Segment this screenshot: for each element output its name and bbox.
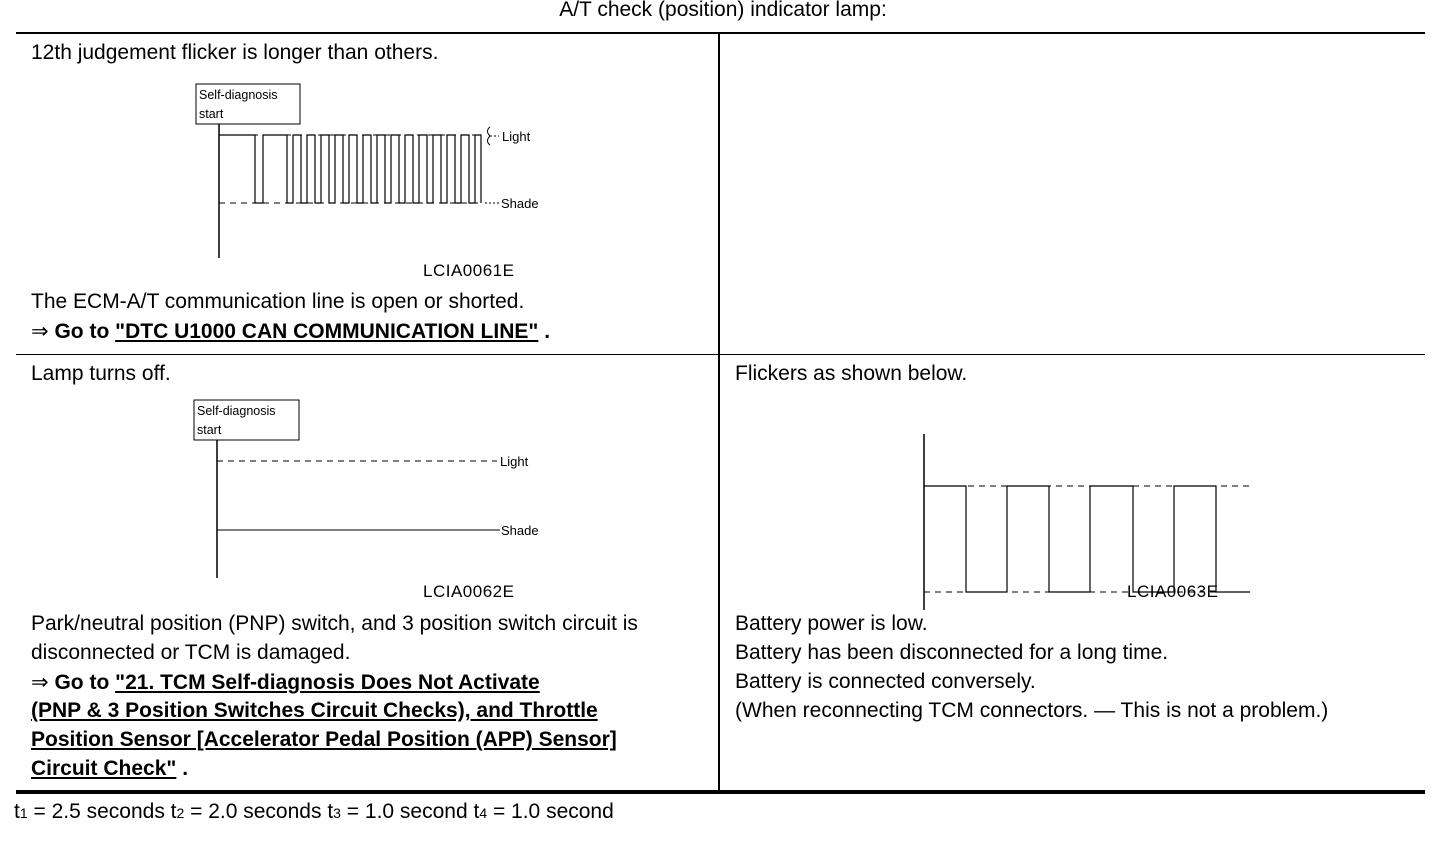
cell3-goto-line bbox=[31, 668, 540, 697]
go-to-label: Go to bbox=[54, 320, 110, 343]
cell4-figure-code: LCIA0063E bbox=[1127, 582, 1219, 601]
dtc-u1000-link[interactable]: "DTC U1000 CAN COMMUNICATION LINE" bbox=[115, 320, 539, 343]
t3-value: = 1.0 second bbox=[340, 800, 474, 823]
diagram2-box-line2: start bbox=[197, 423, 222, 437]
cell1-figure-code: LCIA0061E bbox=[423, 261, 515, 280]
timing-footnote bbox=[14, 797, 614, 828]
link-period: . bbox=[544, 320, 551, 343]
cell1-heading: 12th judgement flicker is longer than others. bbox=[31, 41, 439, 64]
diagram1-box-line1: Self-diagnosis bbox=[199, 88, 278, 102]
cell4-heading: Flickers as shown below. bbox=[735, 362, 968, 385]
table-bottom-border bbox=[16, 790, 1425, 794]
tcm-self-diagnosis-link-line1[interactable]: "21. TCM Self-diagnosis Does Not Activate bbox=[115, 671, 540, 694]
cell3-desc-line2: disconnected or TCM is damaged. bbox=[31, 641, 351, 664]
tcm-self-diagnosis-link-line2[interactable]: (PNP & 3 Position Switches Circuit Checks), and Throttle bbox=[31, 699, 598, 722]
t2-symbol: t bbox=[170, 800, 177, 823]
cell4-line-2: Battery has been disconnected for a long time. bbox=[735, 641, 1169, 664]
t3-symbol: t bbox=[327, 800, 334, 823]
t2-value: = 2.0 seconds bbox=[184, 800, 328, 823]
diagram1-shade-label: Shade bbox=[501, 196, 539, 211]
t1-symbol: t bbox=[14, 800, 20, 823]
diagram2-shade-label: Shade bbox=[501, 523, 539, 538]
t4-value: = 1.0 second bbox=[487, 800, 614, 823]
cell1-description: The ECM-A/T communication line is open or shorted. bbox=[31, 290, 525, 313]
arrow-icon: ⇒ bbox=[31, 671, 49, 694]
diagram1-light-label: Light bbox=[502, 129, 531, 144]
t3-subscript: 3 bbox=[333, 805, 341, 821]
diagram2-box-line1: Self-diagnosis bbox=[197, 404, 276, 418]
t4-subscript: 4 bbox=[479, 805, 488, 821]
cell3-link-last-line bbox=[31, 754, 188, 783]
cell3-figure-code: LCIA0062E bbox=[423, 582, 515, 601]
arrow-icon: ⇒ bbox=[31, 320, 49, 343]
cell4-line-4: (When reconnecting TCM connectors. — This is not a problem.) bbox=[735, 699, 1329, 722]
tcm-self-diagnosis-link-line3[interactable]: Position Sensor [Accelerator Pedal Position (APP) Sensor] bbox=[31, 728, 617, 751]
cell4-line-1: Battery power is low. bbox=[735, 612, 928, 635]
diagram1-box-line2: start bbox=[199, 107, 224, 121]
cell3-desc-line1: Park/neutral position (PNP) switch, and 3 position switch circuit is bbox=[31, 612, 638, 635]
cell4-line-3: Battery is connected conversely. bbox=[735, 670, 1036, 693]
diagram2-light-label: Light bbox=[500, 454, 529, 469]
page-title: A/T check (position) indicator lamp: bbox=[559, 0, 887, 21]
lamp-off-diagram bbox=[0, 0, 720, 600]
cell3-heading: Lamp turns off. bbox=[31, 362, 171, 385]
t1-value: = 2.5 seconds bbox=[27, 800, 171, 823]
tcm-self-diagnosis-link-line4[interactable]: Circuit Check" bbox=[31, 757, 177, 780]
t4-symbol: t bbox=[473, 800, 480, 823]
link-period: . bbox=[182, 757, 189, 780]
go-to-label: Go to bbox=[54, 671, 110, 694]
t1-subscript: 1 bbox=[19, 805, 28, 821]
t2-subscript: 2 bbox=[176, 805, 185, 821]
